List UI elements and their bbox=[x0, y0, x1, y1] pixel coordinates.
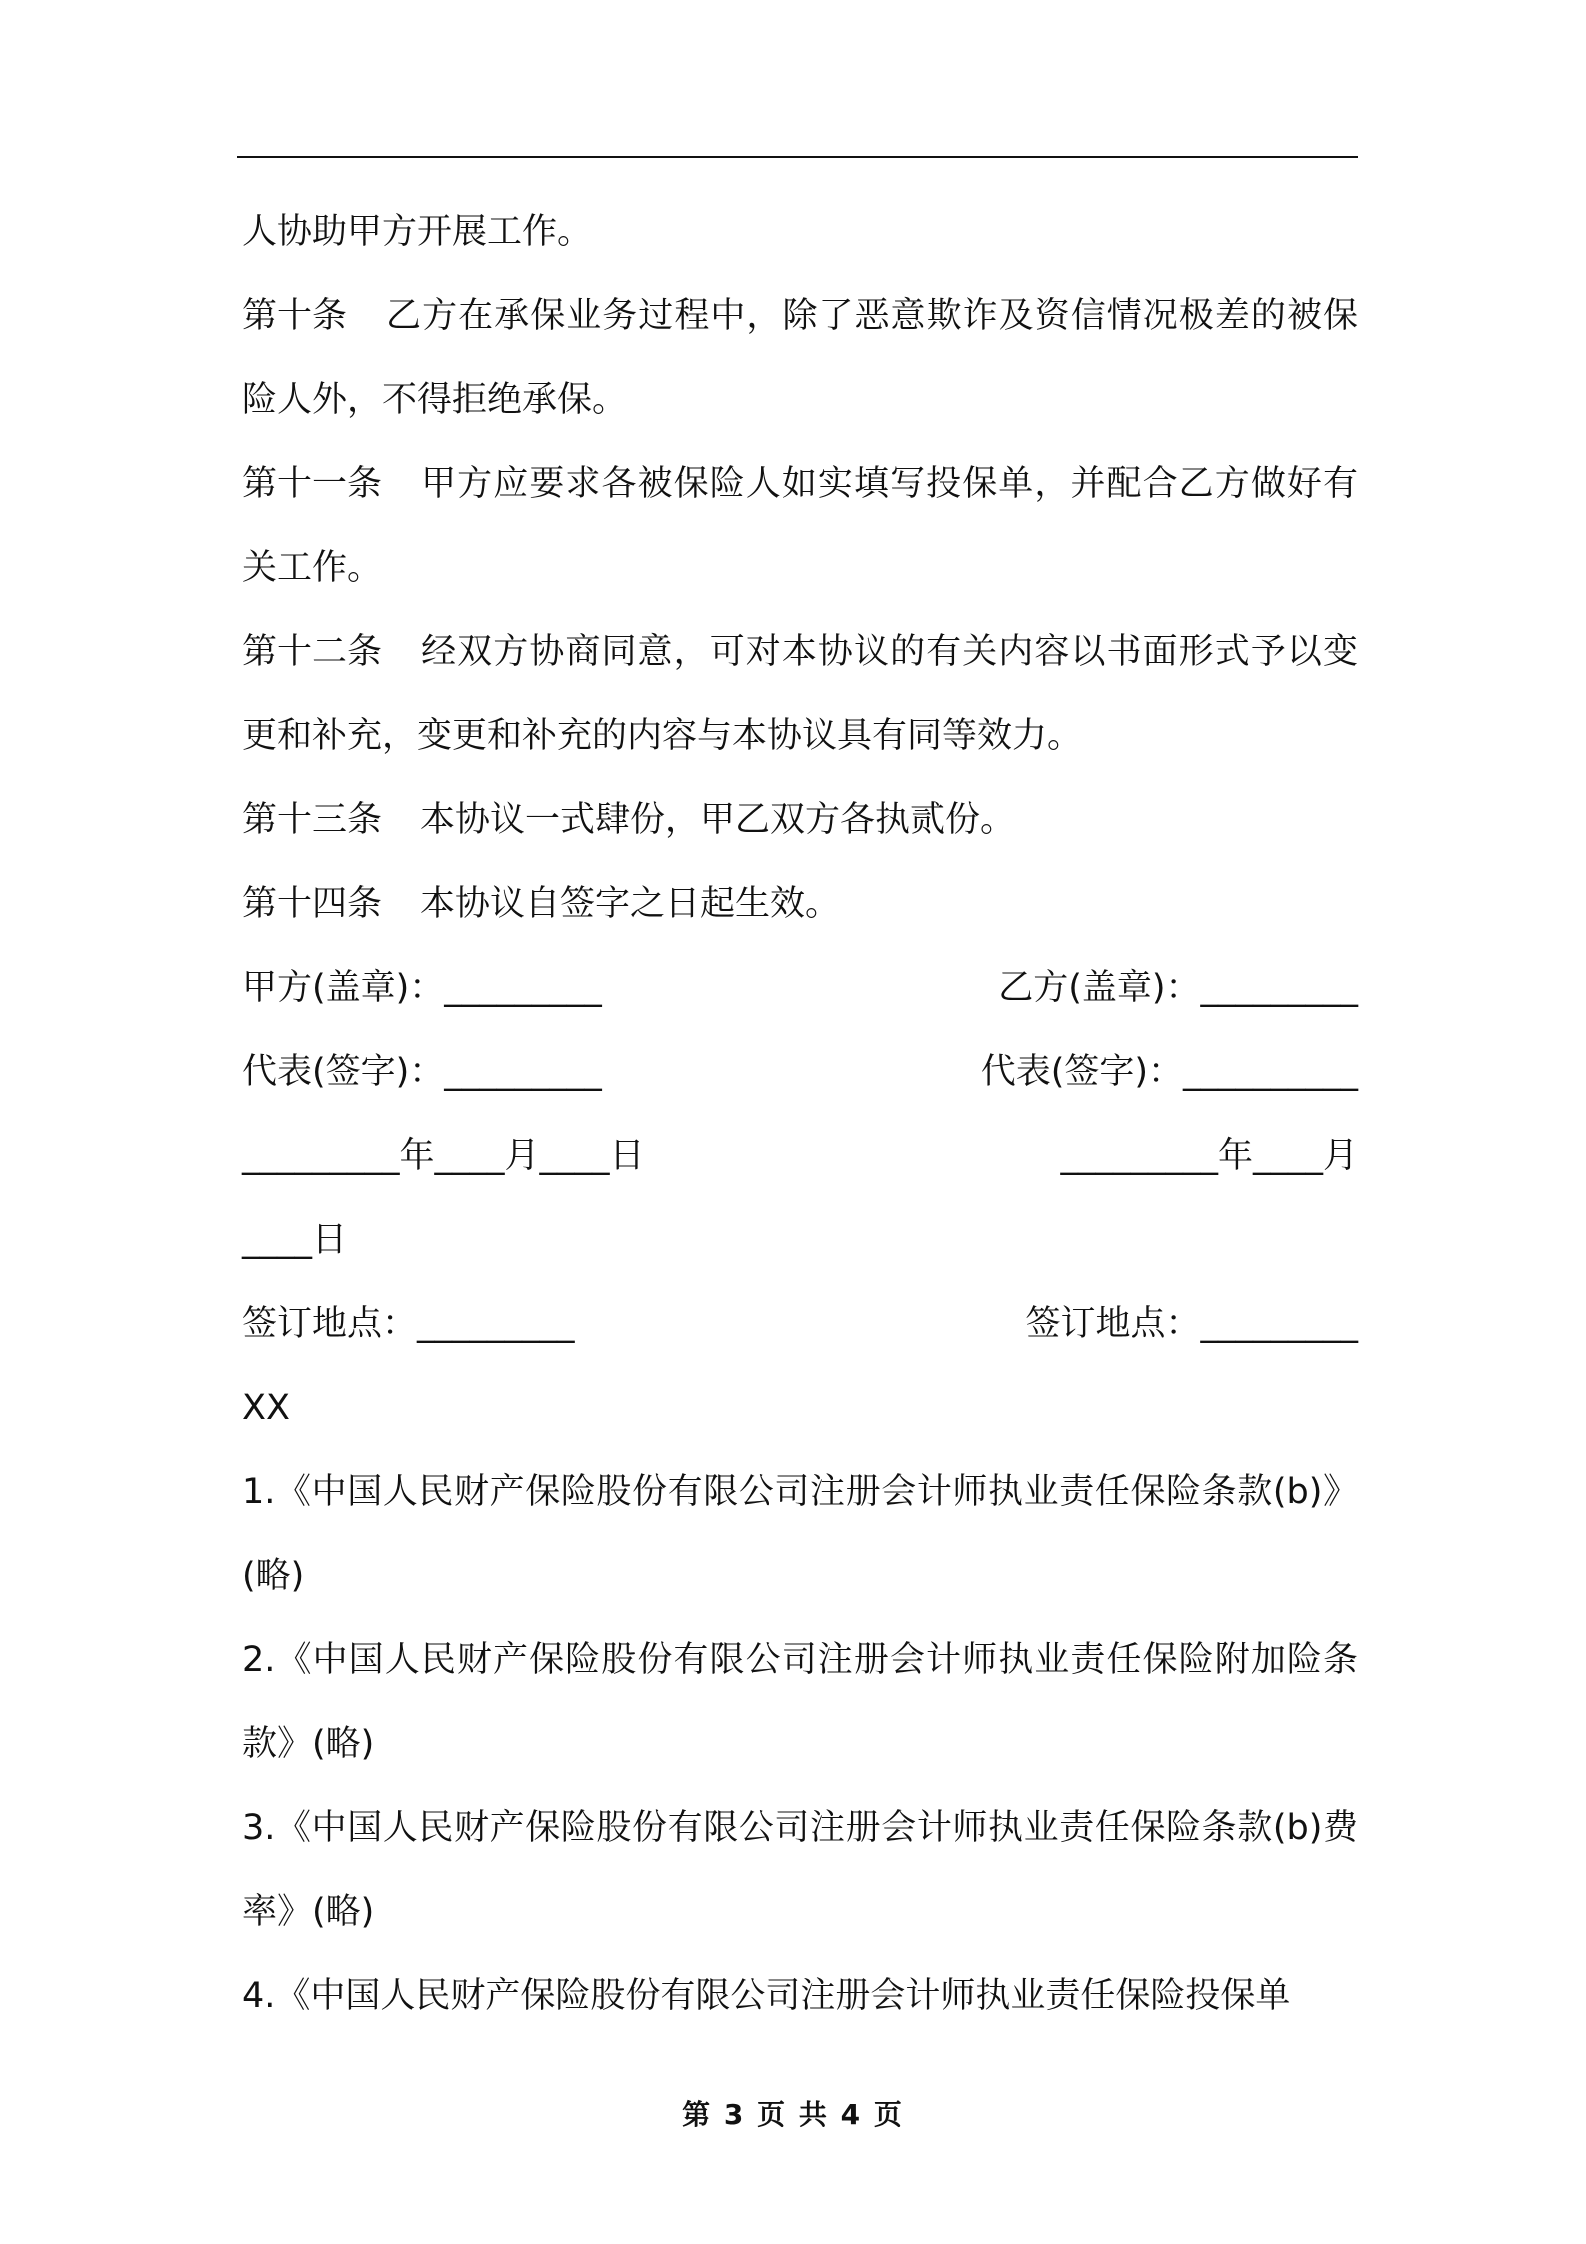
clause-text: 经双方协商同意，可对本协议的有关内容以书面形式予以变更和补充，变更和补充的内容与本协议具有同等效力。 bbox=[242, 632, 1358, 756]
page-number: 第 3 页 共 4 页 bbox=[682, 2098, 904, 2131]
party-b-seal-field: 乙方(盖章)：_________ bbox=[998, 968, 1358, 1008]
clause-number: 第十条 bbox=[242, 296, 348, 336]
attachments-heading: XX bbox=[242, 1388, 290, 1428]
attachment-item: 2.《中国人民财产保险股份有限公司注册会计师执业责任保险附加险条款》(略) bbox=[242, 1640, 1358, 1764]
party-a-date-field: _________年____月____日 bbox=[242, 1136, 645, 1176]
clause-number: 第十二条 bbox=[242, 632, 383, 672]
clause-12 bbox=[242, 610, 1358, 778]
clause-number: 第十三条 bbox=[242, 800, 383, 840]
clause-number: 第十一条 bbox=[242, 464, 383, 504]
party-a-place-field: 签订地点：_________ bbox=[242, 1304, 575, 1344]
clause-text: 甲方应要求各被保险人如实填写投保单，并配合乙方做好有关工作。 bbox=[242, 464, 1358, 588]
clause-11 bbox=[242, 442, 1358, 610]
representative-row bbox=[242, 1030, 1358, 1114]
party-b-representative-field: 代表(签字)：__________ bbox=[980, 1052, 1358, 1092]
clause-text: 本协议一式肆份，甲乙双方各执贰份。 bbox=[420, 800, 1016, 840]
clause-13 bbox=[242, 778, 1358, 862]
clause-10 bbox=[242, 274, 1358, 442]
party-b-date-field: _________年____月 bbox=[1060, 1136, 1358, 1176]
clause-number: 第十四条 bbox=[242, 884, 383, 924]
place-row bbox=[242, 1282, 1358, 1366]
attachment-item: 4.《中国人民财产保险股份有限公司注册会计师执业责任保险投保单 bbox=[242, 1976, 1291, 2016]
continuation-text: 人协助甲方开展工作。 bbox=[242, 212, 593, 252]
party-a-representative-field: 代表(签字)：_________ bbox=[242, 1052, 602, 1092]
attachment-item: 1.《中国人民财产保险股份有限公司注册会计师执业责任保险条款(b)》(略) bbox=[242, 1472, 1358, 1596]
party-b-place-field: 签订地点：_________ bbox=[1025, 1304, 1358, 1344]
attachment-item: 3.《中国人民财产保险股份有限公司注册会计师执业责任保险条款(b)费率》(略) bbox=[242, 1808, 1358, 1932]
date-row bbox=[242, 1114, 1358, 1198]
seal-row bbox=[242, 946, 1358, 1030]
document-body bbox=[242, 190, 1358, 2038]
clause-text: 本协议自签字之日起生效。 bbox=[420, 884, 841, 924]
party-a-seal-field: 甲方(盖章)：_________ bbox=[242, 968, 602, 1008]
party-b-date-day: ____日 bbox=[242, 1220, 348, 1260]
clause-14 bbox=[242, 862, 1358, 946]
clause-text: 乙方在承保业务过程中，除了恶意欺诈及资信情况极差的被保险人外，不得拒绝承保。 bbox=[242, 296, 1358, 420]
header-rule bbox=[237, 156, 1358, 158]
